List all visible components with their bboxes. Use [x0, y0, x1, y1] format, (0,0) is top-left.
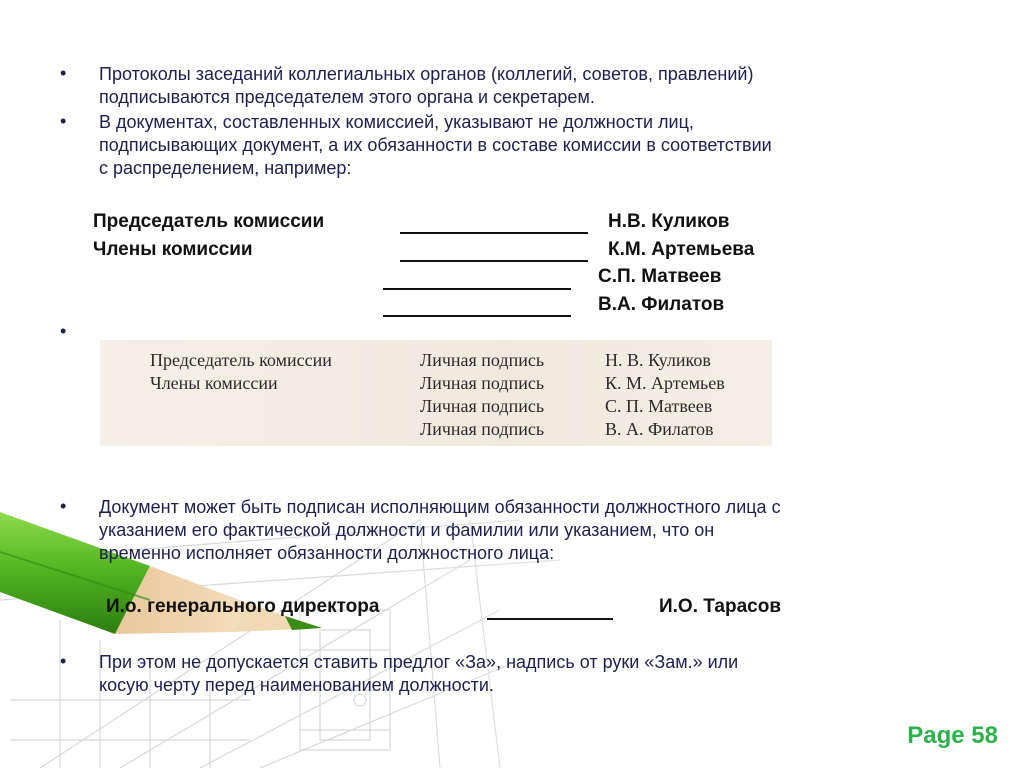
paragraph-commission: В документах, составленных комиссией, указывают не должности лиц, подписывающих документ, а их обязанности в составе комиссии в соответствии с распределением, например: — [99, 112, 772, 178]
bullet-1: • — [60, 63, 67, 83]
signature-line — [400, 214, 588, 234]
chair-name: Н.В. Куликов — [608, 211, 730, 232]
scan-signature-label: Личная подпись — [420, 419, 545, 439]
member-name: С.П. Матвеев — [598, 266, 722, 287]
paragraph-prohibition: При этом не допускается ставить предлог «За», надпись от руки «Зам.» или косую черту перед наименованием должности. — [99, 652, 739, 695]
paragraph-protocols: Протоколы заседаний коллегиальных органов (коллегий, советов, правлений) подписываются председателем этого органа и секретарем. — [99, 64, 754, 107]
signature-example-image — [100, 340, 772, 446]
scan-members-title: Члены комиссии — [150, 373, 278, 393]
signature-line — [383, 270, 571, 290]
member-name: К.М. Артемьева — [608, 239, 755, 260]
scan-name: С. П. Матвеев — [605, 396, 713, 416]
page-number: Page 58 — [907, 722, 998, 749]
acting-name: И.О. Тарасов — [659, 596, 781, 617]
acting-title: И.о. генерального директора — [106, 596, 380, 617]
scan-signature-label: Личная подпись — [420, 373, 545, 393]
scan-chair-title: Председатель комиссии — [150, 350, 332, 370]
scan-name: К. М. Артемьев — [605, 373, 725, 393]
members-title: Члены комиссии — [93, 239, 253, 260]
bullet-5: • — [60, 651, 67, 671]
signature-line — [487, 600, 613, 620]
scan-signature-label: Личная подпись — [420, 396, 545, 416]
signature-line — [383, 297, 571, 317]
scan-signature-label: Личная подпись — [420, 350, 545, 370]
bullet-3: • — [60, 321, 67, 341]
bullet-4: • — [60, 496, 67, 516]
bullet-2: • — [60, 111, 67, 131]
paragraph-acting: Документ может быть подписан исполняющим обязанности должностного лица с указанием его фактической должности и фамилии или указанием, что он временно исполняет обязанности должностного лица: — [99, 497, 781, 563]
scan-name: Н. В. Куликов — [605, 350, 711, 370]
scan-name: В. А. Филатов — [605, 419, 714, 439]
signature-line — [400, 242, 588, 262]
chair-title: Председатель комиссии — [93, 211, 325, 232]
member-name: В.А. Филатов — [598, 294, 725, 315]
